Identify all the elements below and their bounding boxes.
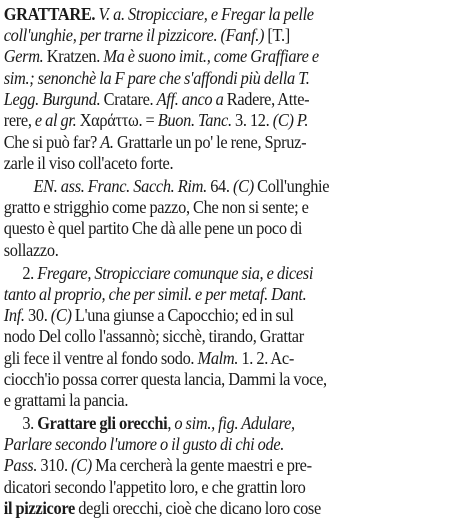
entry-line-9 (33, 176, 329, 198)
text-run: degli orecchi, cioè che dicano loro cose (74, 498, 321, 518)
text-run: Kratzen. (46, 46, 104, 66)
entry-line-10 (4, 197, 309, 219)
text-run: nodo Del collo l'assannò; sicchè, tirando, Grattar (3, 326, 304, 346)
text-run: , (167, 413, 175, 433)
text-run: ciocch'io possa correr questa lancia, Dammi la voce, (3, 369, 327, 389)
entry-line-13 (22, 263, 313, 285)
entry-line-19 (4, 390, 128, 412)
headword: GRATTARE. (3, 4, 99, 24)
text-run: 3. (22, 413, 38, 433)
entry-line-11 (4, 218, 302, 240)
text-run: e al gr. (34, 110, 80, 130)
entry-line-3 (4, 46, 319, 68)
entry-line-22 (4, 455, 312, 477)
text-run: 64. (210, 176, 233, 196)
text-run: rere, (3, 110, 35, 130)
entry-line-14 (4, 284, 307, 306)
text-run: gratto e strigghio come pazzo, Che non si sente; e (3, 197, 309, 217)
text-run: EN. ass. Franc. Sacch. Rim. (33, 176, 211, 196)
text-run: Fregare, Stropicciare comunque sia, e dicesi (37, 263, 314, 283)
text-run: (C) (50, 305, 75, 325)
text-run: sollazzo. (3, 240, 59, 260)
text-run: (C) P. (272, 110, 309, 130)
text-run: Parlare secondo l'umore o il gusto di chi ode. (3, 434, 285, 454)
text-run: 310. (40, 455, 72, 475)
text-run: Inf. (3, 305, 28, 325)
entry-line-2 (4, 25, 290, 47)
text-run: dicatori secondo l'appetito loro, e che grattin loro (3, 477, 306, 497)
text-run: Grattarle un po' le rene, Spruz- (116, 132, 307, 152)
text-run: coll'unghie, per trarne il pizzicore. (Fanf.) (3, 25, 268, 45)
text-run: Cratare. (103, 89, 157, 109)
text-run: Malm. (197, 348, 242, 368)
text-run: Coll'unghie (257, 176, 330, 196)
entry-line-1 (4, 4, 314, 26)
entry-line-16 (4, 326, 304, 348)
text-run: Grattare gli orecchi (37, 413, 168, 433)
entry-line-6 (4, 110, 308, 132)
entry-line-12 (4, 240, 59, 262)
text-run: Che si può far? (3, 132, 101, 152)
text-run: il pizzicore (3, 498, 75, 518)
entry-line-7 (4, 132, 306, 154)
entry-line-21 (4, 434, 284, 456)
text-run: Ma è suono imit., come Graffiare e (103, 46, 319, 66)
text-run: e grattami la pancia. (3, 390, 129, 410)
text-run: o sim., fig. Adulare, (174, 413, 295, 433)
text-run: (C) (232, 176, 258, 196)
text-run: [T.] (267, 25, 290, 45)
text-run: Aff. anco a (156, 89, 227, 109)
text-run: (C) (71, 455, 96, 475)
text-run: 3. 12. (235, 110, 273, 130)
definition: V. a. Stropicciare, e Fregar la pelle (98, 4, 314, 24)
entry-line-5 (4, 89, 310, 111)
text-run: Ma cercherà la gente maestri e pre- (95, 455, 312, 475)
text-run: Radere, Atte- (226, 89, 310, 109)
text-run: 1. 2. Ac- (241, 348, 294, 368)
text-run: 30. (27, 305, 51, 325)
text-run: Legg. Burgund. (3, 89, 104, 109)
entry-line-18 (4, 369, 327, 391)
text-run: 2. (22, 263, 38, 283)
entry-line-20 (22, 413, 294, 435)
text-run: L'una giunse a Capocchio; ed in sul (74, 305, 294, 325)
text-run: zarle il viso coll'aceto forte. (3, 153, 174, 173)
entry-line-8 (4, 153, 174, 175)
text-run: A. (100, 132, 117, 152)
text-run: Germ. (3, 46, 47, 66)
entry-line-17 (4, 348, 294, 370)
text-run: sim.; senonchè la F pare che s'affondi più della T. (3, 68, 310, 88)
text-run: Χαράττω. = (79, 110, 158, 130)
text-run: tanto al proprio, che per simil. e per metaf. Dant. (3, 284, 307, 304)
entry-line-4 (4, 68, 310, 90)
entry-line-23 (4, 477, 306, 499)
text-run: gli fece il ventre al fondo sodo. (3, 348, 198, 368)
text-run: Buon. Tanc. (157, 110, 236, 130)
entry-line-24 (4, 498, 321, 520)
entry-line-15 (4, 305, 294, 327)
text-run: Pass. (3, 455, 41, 475)
text-run: questo è quel partito Che dà alle pene un poco di (3, 218, 303, 238)
